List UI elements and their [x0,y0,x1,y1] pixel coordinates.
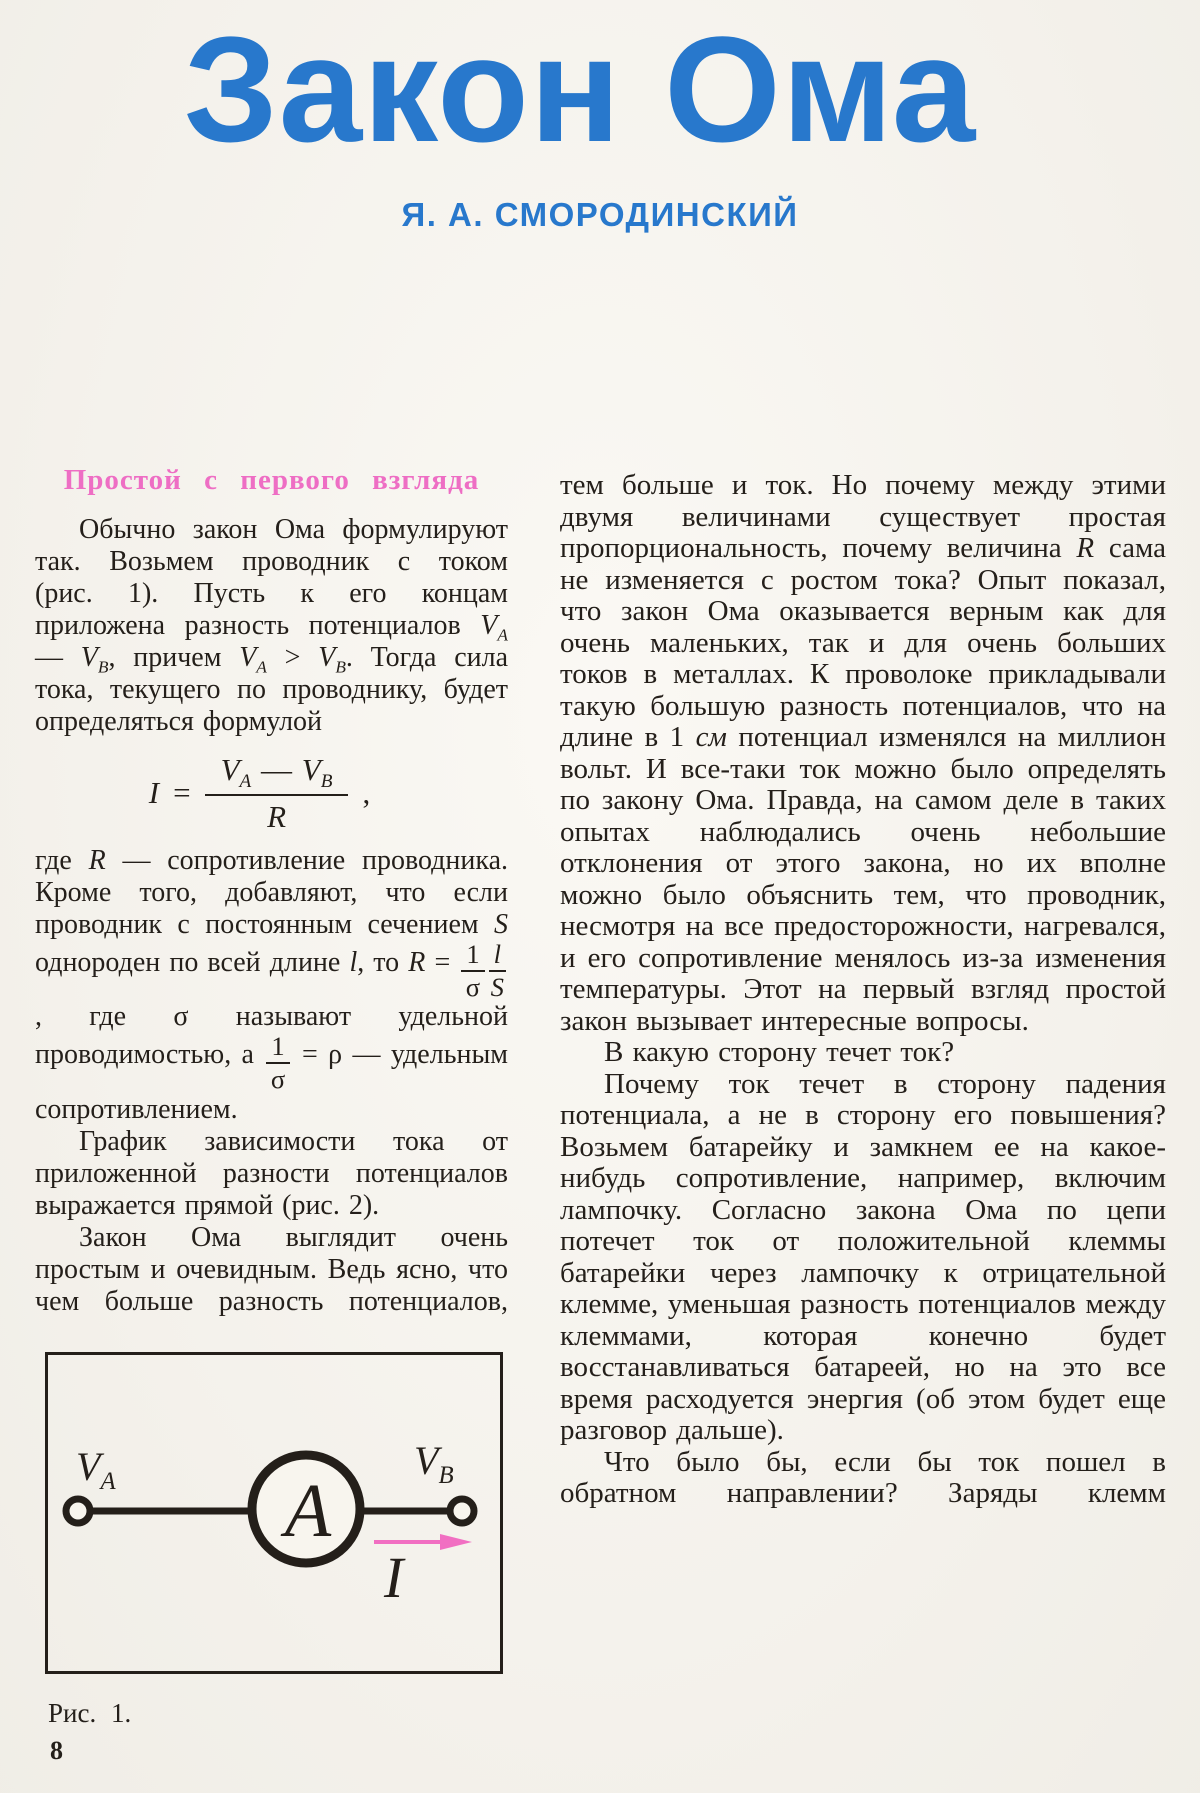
figure-1 [45,1352,503,1674]
fraction-denominator: R [267,798,286,834]
terminal-a-icon [66,1499,90,1523]
fraction-numerator: $V_A$ — $V_B$ [205,754,349,796]
paragraph-intro: Обычно закон Ома формулируют так. Возьмем проводник с током (рис. 1). Пусть к его концам приложена разность потенциалов $V_A$ — $V_B$, причем $V_A > V_B$. Тогда сила тока, текущего по проводнику, будет определяться формулой [35,514,509,737]
paragraph-reverse-current: Что было бы, если бы ток пошел в обратном направлении? Заряды клемм [560,1445,1166,1509]
paragraph-question-direction: В какую сторону течет ток? [604,1036,955,1068]
formula-equals: = [173,775,191,811]
ohm-law-formula [35,754,484,833]
page-number: 8 [50,1736,63,1765]
left-column [35,464,508,1318]
paragraph-battery-lamp: Почему ток течет в сторону падения потенциала, а не в сторону его повышения? Возьмем батарейку и замкнем ее на какое-нибудь сопротивление, например, включим лампочку. Согласно закона Ома по цепи потечет ток от положительной клеммы батарейки через лампочку к отрицательной клемме, уменьшая разность потенциалов между клеммами, которая конечно будет восстанавливаться батареей, но на это все время расходуется энергия (об этом будет еще разговор дальше). [560,1067,1166,1446]
terminal-a-label: $V_A$ [76,1444,116,1495]
formula-tail: , [362,775,371,811]
article-title: Закон Ома [183,5,977,173]
author-line: Я. А. СМОРОДИНСКИЙ [401,196,799,233]
ammeter-label: A [284,1469,332,1553]
figure-caption: Рис. 1. [48,1698,132,1728]
paragraph-proportionality: тем больше и ток. Но почему между этими двумя величинами существует простая пропорциональность, почему величина R сама не изменяется с ростом тока? Опыт показал, что закон Ома оказывается верным как для очень маленьких, так и для очень больших токов в металлах. К проволоке прикладывали такую большую разность потенциалов, что на длине в 1 см потенциал изменялся на миллион вольт. И все-таки ток можно было определять по закону Ома. Правда, на самом деле в таких опытах наблюдались очень небольшие отклонения от этого закона, но их вполне можно было объяснить тем, что проводник, несмотря на все предосторожности, нагревался, и его сопротивление менялось из-за изменения температуры. Этот на первый взгляд простой закон вызывает интересные вопросы. [560,469,1166,1037]
formula-lhs: I [148,775,160,811]
terminal-b-icon [450,1499,474,1523]
terminal-b-label: $V_B$ [414,1438,454,1489]
paragraph-resistance: где R — сопротивление проводника. Кроме того, добавляют, что если проводник с постоянным сечением S однороден по всей длине l, то R = $\frac{1}{\sigma}$ $\frac{l}{S}$ , где σ называют удельной проводимостью, а $\frac{1}{\sigma}$ = ρ — удельным сопротивлением. [35,845,508,1125]
right-column [560,470,1166,1510]
circuit-diagram [48,1355,500,1671]
current-direction-label: I [384,1545,404,1610]
formula-fraction [205,754,349,833]
section-heading: Простой с первого взгляда [63,464,480,496]
paragraph-graph: График зависимости тока от приложенной разности потенциалов выражается прямой (рис. 2). [35,1125,508,1221]
paragraph-simple-law: Закон Ома выглядит очень простым и очевидным. Ведь ясно, что чем больше разность потенциалов, [35,1221,508,1317]
